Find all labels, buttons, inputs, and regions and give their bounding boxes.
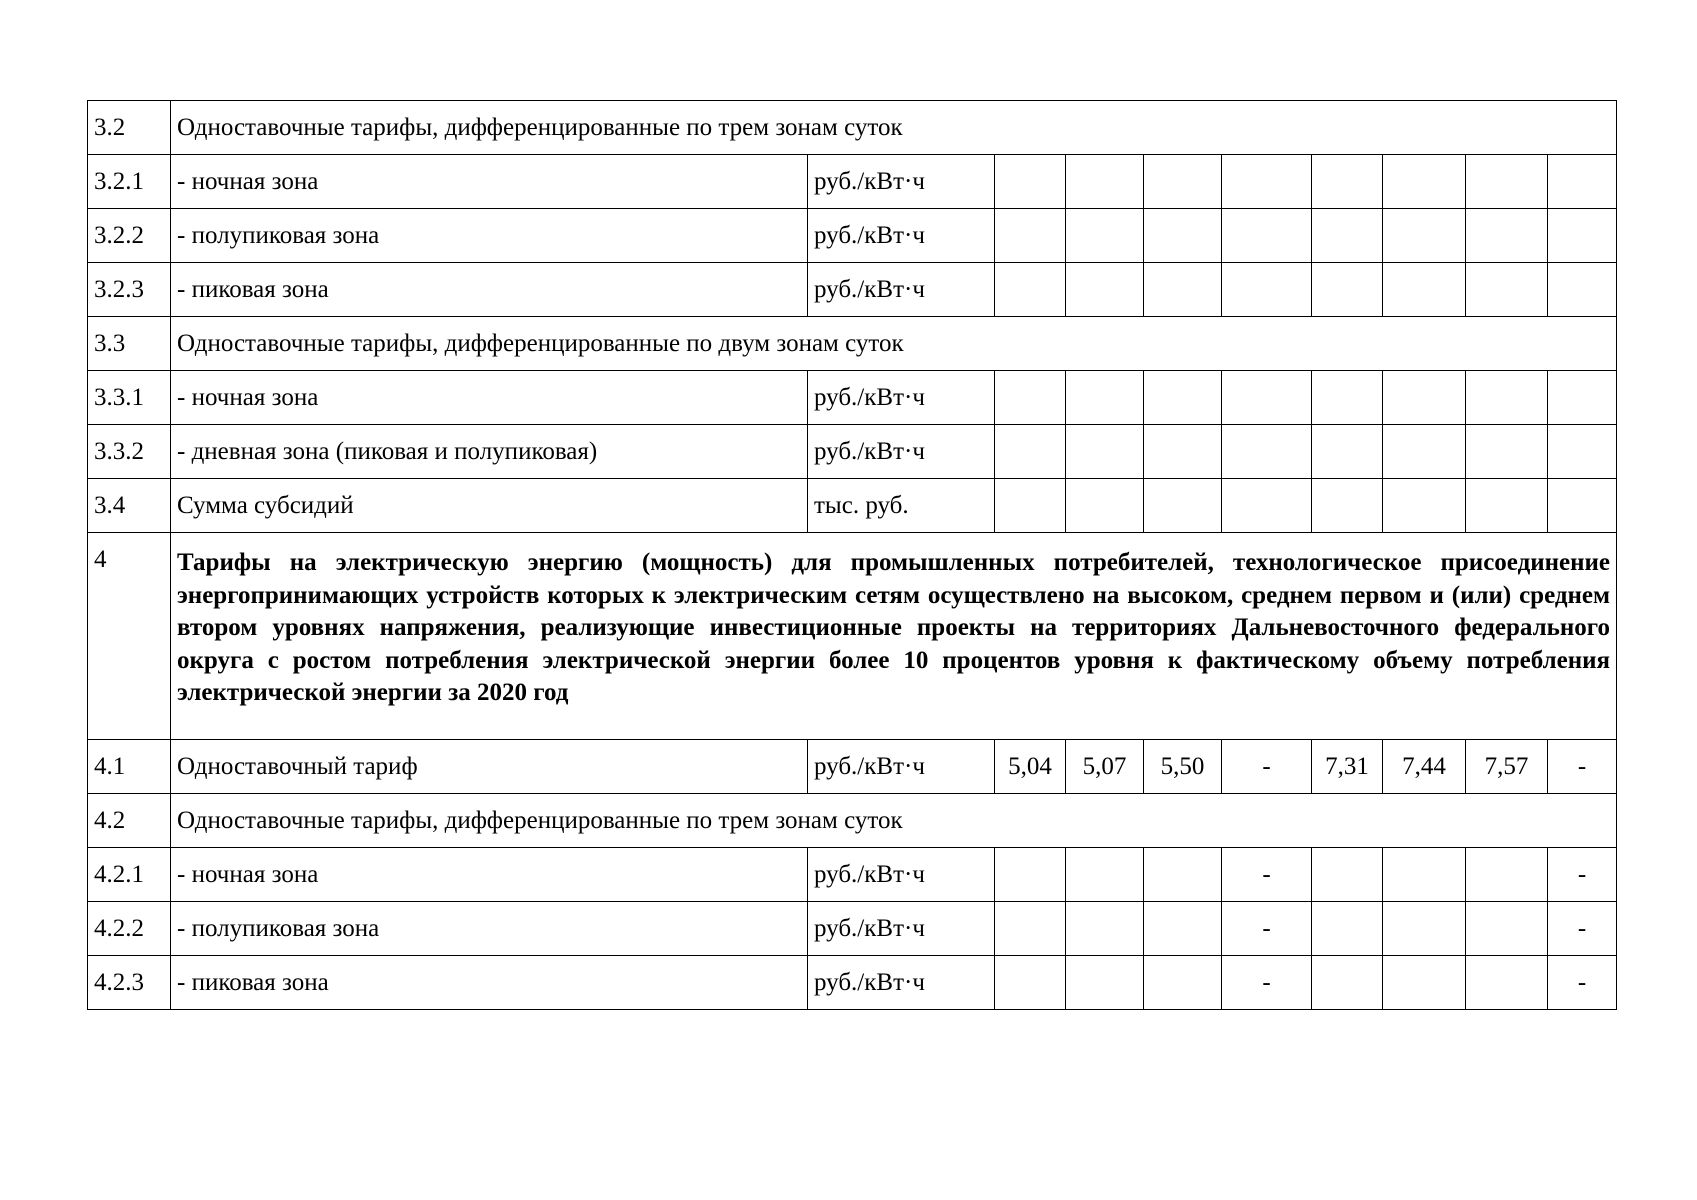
- value-cell: [1312, 956, 1383, 1010]
- row-unit: руб./кВт·ч: [808, 209, 995, 263]
- table-row: [88, 155, 1617, 209]
- value-cell: [1312, 263, 1383, 317]
- value-cell: [1466, 956, 1548, 1010]
- table-row: [88, 902, 1617, 956]
- value-cell: [1466, 263, 1548, 317]
- row-unit: руб./кВт·ч: [808, 740, 995, 794]
- value-cell: [1466, 479, 1548, 533]
- value-cell: -: [1548, 740, 1617, 794]
- row-unit: руб./кВт·ч: [808, 155, 995, 209]
- row-number: 3.3: [88, 317, 171, 371]
- value-cell: [1383, 209, 1466, 263]
- row-label: - полупиковая зона: [171, 209, 808, 263]
- row-number: 4.2: [88, 794, 171, 848]
- table-row: [88, 740, 1617, 794]
- value-cell: [1144, 479, 1222, 533]
- row-label: - ночная зона: [171, 155, 808, 209]
- value-cell: [995, 263, 1066, 317]
- row-number: 4.1: [88, 740, 171, 794]
- value-cell: 5,07: [1066, 740, 1144, 794]
- row-unit: руб./кВт·ч: [808, 956, 995, 1010]
- value-cell: [1466, 155, 1548, 209]
- value-cell: [1066, 425, 1144, 479]
- row-label: - полупиковая зона: [171, 902, 808, 956]
- value-cell: [1466, 425, 1548, 479]
- value-cell: [1466, 209, 1548, 263]
- table-row: [88, 263, 1617, 317]
- row-unit: руб./кВт·ч: [808, 371, 995, 425]
- value-cell: [1312, 371, 1383, 425]
- value-cell: [1383, 479, 1466, 533]
- value-cell: [1383, 848, 1466, 902]
- tariff-table: [87, 100, 1617, 1010]
- row-unit: тыс. руб.: [808, 479, 995, 533]
- value-cell: [1466, 371, 1548, 425]
- row-number: 3.2.3: [88, 263, 171, 317]
- row-number: 3.2.1: [88, 155, 171, 209]
- value-cell: [995, 371, 1066, 425]
- value-cell: [1066, 155, 1144, 209]
- value-cell: [1548, 263, 1617, 317]
- value-cell: [1466, 848, 1548, 902]
- value-cell: [1066, 479, 1144, 533]
- value-cell: [995, 425, 1066, 479]
- table-row: [88, 533, 1617, 740]
- value-cell: [1383, 425, 1466, 479]
- value-cell: [1548, 209, 1617, 263]
- value-cell: -: [1548, 902, 1617, 956]
- value-cell: 5,04: [995, 740, 1066, 794]
- value-cell: [1144, 155, 1222, 209]
- value-cell: [1144, 263, 1222, 317]
- value-cell: [1312, 425, 1383, 479]
- value-cell: -: [1222, 956, 1312, 1010]
- value-cell: [1144, 848, 1222, 902]
- value-cell: -: [1222, 902, 1312, 956]
- row-number: 3.4: [88, 479, 171, 533]
- row-label: - пиковая зона: [171, 956, 808, 1010]
- value-cell: [1383, 902, 1466, 956]
- row-label: - ночная зона: [171, 848, 808, 902]
- value-cell: [1222, 155, 1312, 209]
- row-number: 3.3.1: [88, 371, 171, 425]
- row-label: Одноставочные тарифы, дифференцированные по трем зонам суток: [171, 101, 1617, 155]
- value-cell: 5,50: [1144, 740, 1222, 794]
- table-row: [88, 848, 1617, 902]
- row-label: Одноставочные тарифы, дифференцированные по трем зонам суток: [171, 794, 1617, 848]
- row-number: 4.2.3: [88, 956, 171, 1010]
- row-label: - пиковая зона: [171, 263, 808, 317]
- value-cell: [1548, 425, 1617, 479]
- value-cell: [1066, 848, 1144, 902]
- row-number: 4.2.1: [88, 848, 171, 902]
- value-cell: [1066, 209, 1144, 263]
- value-cell: [995, 479, 1066, 533]
- value-cell: [1312, 902, 1383, 956]
- value-cell: 7,57: [1466, 740, 1548, 794]
- value-cell: [1144, 956, 1222, 1010]
- value-cell: [1144, 425, 1222, 479]
- value-cell: [1066, 902, 1144, 956]
- row-unit: руб./кВт·ч: [808, 425, 995, 479]
- value-cell: [1144, 209, 1222, 263]
- value-cell: [1222, 425, 1312, 479]
- row-unit: руб./кВт·ч: [808, 848, 995, 902]
- value-cell: [995, 956, 1066, 1010]
- value-cell: [1383, 371, 1466, 425]
- row-number: 3.2.2: [88, 209, 171, 263]
- value-cell: [1222, 209, 1312, 263]
- value-cell: [1383, 155, 1466, 209]
- row-label: Одноставочные тарифы, дифференцированные по двум зонам суток: [171, 317, 1617, 371]
- value-cell: [1548, 371, 1617, 425]
- row-label: - дневная зона (пиковая и полупиковая): [171, 425, 808, 479]
- value-cell: [1466, 902, 1548, 956]
- table-row: [88, 371, 1617, 425]
- value-cell: [1312, 155, 1383, 209]
- value-cell: [1144, 371, 1222, 425]
- table-row: [88, 317, 1617, 371]
- value-cell: [1548, 155, 1617, 209]
- value-cell: [1222, 263, 1312, 317]
- row-number: 3.2: [88, 101, 171, 155]
- row-unit: руб./кВт·ч: [808, 263, 995, 317]
- table-row: [88, 479, 1617, 533]
- value-cell: 7,31: [1312, 740, 1383, 794]
- row-label: Сумма субсидий: [171, 479, 808, 533]
- table-row: [88, 209, 1617, 263]
- value-cell: 7,44: [1383, 740, 1466, 794]
- value-cell: [1383, 956, 1466, 1010]
- row-number: 4.2.2: [88, 902, 171, 956]
- value-cell: [1312, 479, 1383, 533]
- value-cell: [995, 155, 1066, 209]
- tariff-table-body: [88, 101, 1617, 1010]
- table-row: [88, 425, 1617, 479]
- value-cell: [1144, 902, 1222, 956]
- value-cell: [995, 902, 1066, 956]
- table-row: [88, 956, 1617, 1010]
- value-cell: [1066, 263, 1144, 317]
- value-cell: -: [1548, 848, 1617, 902]
- row-unit: руб./кВт·ч: [808, 902, 995, 956]
- table-row: [88, 101, 1617, 155]
- value-cell: [995, 848, 1066, 902]
- value-cell: [995, 209, 1066, 263]
- value-cell: [1383, 263, 1466, 317]
- value-cell: -: [1222, 848, 1312, 902]
- value-cell: [1066, 956, 1144, 1010]
- value-cell: [1222, 479, 1312, 533]
- row-label: Одноставочный тариф: [171, 740, 808, 794]
- value-cell: [1066, 371, 1144, 425]
- value-cell: [1222, 371, 1312, 425]
- row-label: - ночная зона: [171, 371, 808, 425]
- row-number: 3.3.2: [88, 425, 171, 479]
- value-cell: -: [1222, 740, 1312, 794]
- table-row: [88, 794, 1617, 848]
- value-cell: [1548, 479, 1617, 533]
- row-label: Тарифы на электрическую энергию (мощность) для промышленных потребителей, технологическое присоединение энергопринимающих устройств которых к электрическим сетям осуществлено на высоком, среднем первом и (или) среднем втором уровнях напряжения, реализующие инвестиционные проекты на территориях Дальневосточного федерального округа с ростом потребления электрической энергии более 10 процентов уровня к фактическому объему потребления электрической энергии за 2020 год: [171, 533, 1617, 740]
- value-cell: [1312, 848, 1383, 902]
- value-cell: [1312, 209, 1383, 263]
- row-number: 4: [88, 533, 171, 740]
- value-cell: -: [1548, 956, 1617, 1010]
